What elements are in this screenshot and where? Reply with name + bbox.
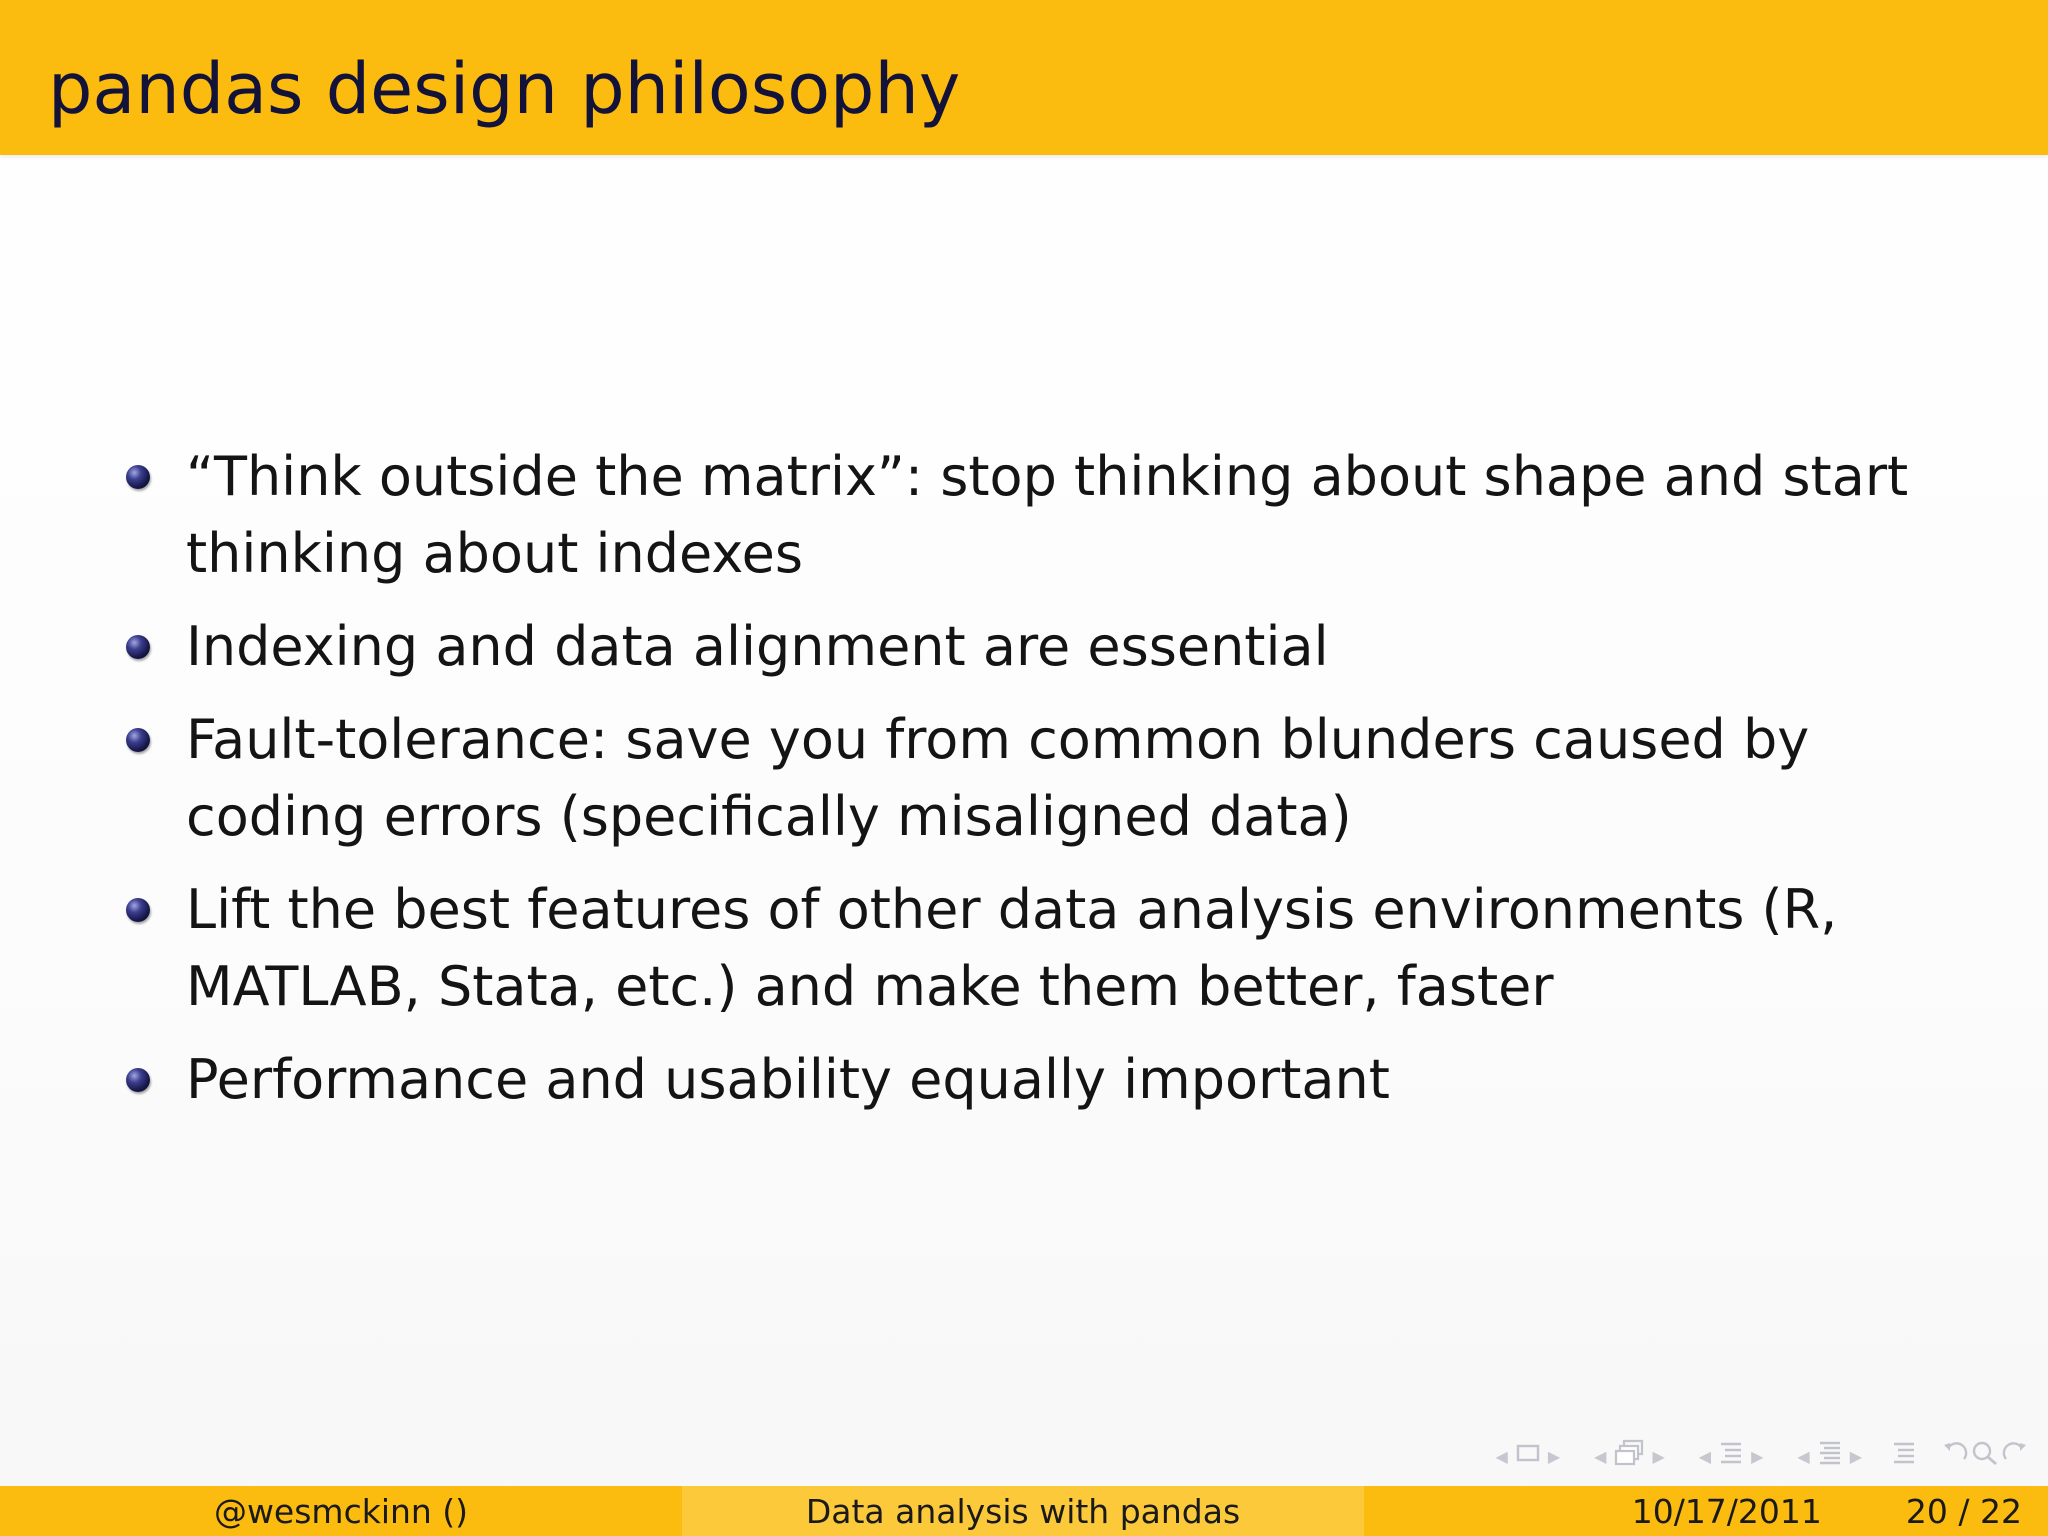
footer-title-panel <box>682 1486 1364 1536</box>
nav-document-group <box>1791 1439 1868 1473</box>
frame-icon[interactable] <box>1514 1442 1542 1470</box>
bullet-text: Lift the best features of other data analysis environments (R, MATLAB, Stata, etc.) and make them better, faster <box>186 878 1838 1018</box>
nav-subsection-group <box>1588 1439 1671 1473</box>
undo-icon[interactable] <box>1940 1439 1970 1473</box>
arrow-left-icon[interactable]: ◀ <box>1594 1446 1607 1466</box>
bullet-text: Fault-tolerance: save you from common blunders caused by coding errors (specifically misaligned data) <box>186 708 1810 848</box>
footer-author: @wesmckinn () <box>213 1491 469 1531</box>
bullet-text: “Think outside the matrix”: stop thinking about shape and start thinking about indexes <box>186 445 1909 585</box>
bullet-item <box>122 1041 1952 1118</box>
outline-icon[interactable] <box>1890 1439 1918 1473</box>
bullet-item <box>122 438 1952 592</box>
arrow-right-icon[interactable]: ▶ <box>1547 1446 1561 1466</box>
arrow-right-icon[interactable]: ▶ <box>1652 1446 1665 1466</box>
arrow-left-icon[interactable]: ◀ <box>1495 1446 1508 1466</box>
title-bar <box>0 0 2048 155</box>
footer-author-panel <box>0 1486 682 1536</box>
arrow-left-icon[interactable]: ◀ <box>1698 1446 1712 1466</box>
arrow-right-icon[interactable]: ▶ <box>1849 1446 1862 1466</box>
page-number: 20 / 22 <box>1905 1491 2022 1531</box>
bullet-icon <box>126 728 150 752</box>
bullet-item <box>122 608 1952 685</box>
nav-history-group <box>1940 1439 2030 1473</box>
bullet-icon <box>126 898 150 922</box>
footer-date: 10/17/2011 <box>1631 1491 1822 1531</box>
bullet-item <box>122 871 1952 1025</box>
nav-outline-group <box>1890 1439 1918 1473</box>
bullet-text: Performance and usability equally important <box>186 1048 1390 1111</box>
section-icon[interactable] <box>1717 1439 1745 1473</box>
arrow-right-icon[interactable]: ▶ <box>1751 1446 1764 1466</box>
footer-talk-title: Data analysis with pandas <box>805 1491 1241 1531</box>
arrow-left-icon[interactable]: ◀ <box>1797 1446 1810 1466</box>
redo-icon[interactable] <box>2000 1439 2030 1473</box>
bullet-icon <box>126 1068 150 1092</box>
bullet-list <box>122 438 1952 1134</box>
footer-date-panel <box>1364 1486 2048 1536</box>
nav-section-group <box>1693 1439 1770 1473</box>
bullet-text: Indexing and data alignment are essential <box>186 615 1329 678</box>
bullet-icon <box>126 635 150 659</box>
slide-title: pandas design philosophy <box>48 48 961 130</box>
bullet-item <box>122 701 1952 855</box>
search-icon[interactable] <box>1970 1439 2000 1473</box>
beamer-navigation <box>1468 1438 2031 1474</box>
footer <box>0 1486 2048 1536</box>
document-icon[interactable] <box>1816 1439 1844 1473</box>
bullet-icon <box>126 465 150 489</box>
nav-frame-group <box>1490 1442 1567 1470</box>
subsection-icon[interactable] <box>1612 1439 1646 1473</box>
